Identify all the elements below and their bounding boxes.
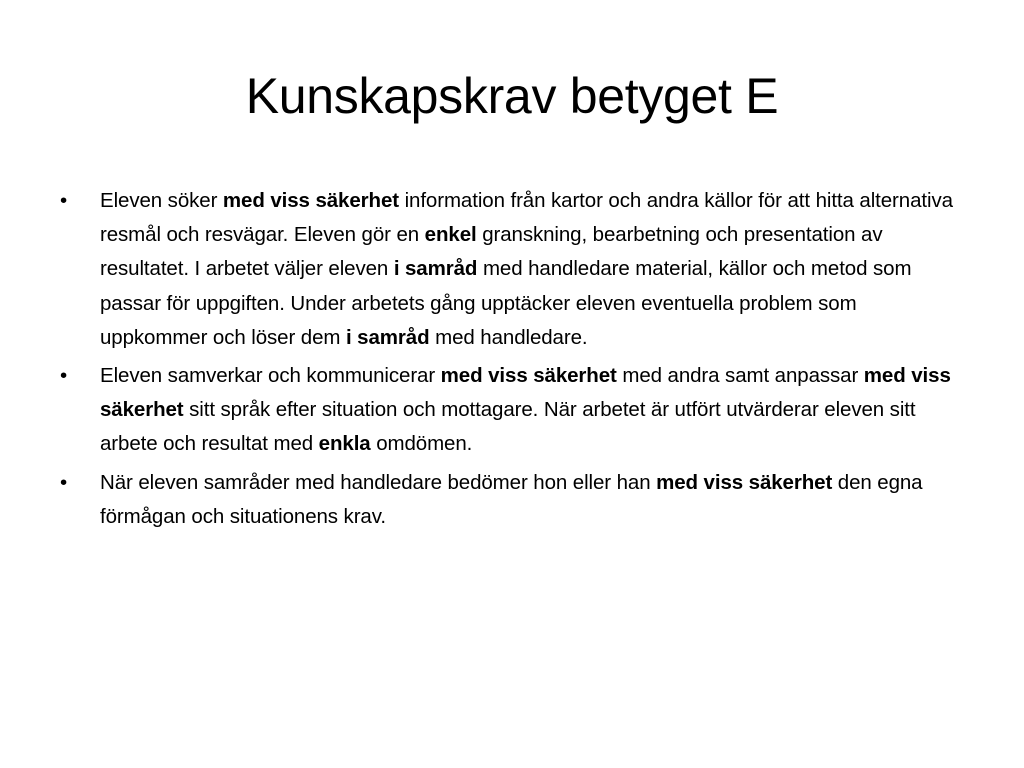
text-segment: med andra samt anpassar	[616, 364, 864, 388]
emphasis-text: i samråd	[393, 257, 478, 281]
text-segment: omdömen.	[370, 432, 473, 456]
text-segment: sitt språk efter situation och mottagare. När arbetet är utfört utvärderar eleven sitt arbete och resultat med	[100, 398, 916, 456]
bullet-list	[60, 184, 960, 538]
bullet-text	[100, 189, 953, 349]
bullet-item	[60, 359, 960, 462]
emphasis-text: enkla	[318, 432, 371, 456]
bullet-item	[60, 466, 960, 534]
emphasis-text: enkel	[424, 223, 477, 247]
emphasis-text: med viss säkerhet	[100, 364, 951, 422]
emphasis-text: med viss säkerhet	[440, 364, 617, 388]
bullet-icon: •	[60, 364, 68, 388]
emphasis-text: i samråd	[345, 325, 430, 349]
bullet-text	[100, 364, 951, 455]
emphasis-text: med viss säkerhet	[222, 189, 399, 212]
text-segment: När eleven samråder med handledare bedömer hon eller han	[100, 470, 657, 494]
text-segment: information från kartor och andra källor för att hitta alternativa resmål och resvägar. Eleven gör en	[100, 189, 953, 247]
text-segment: Eleven söker	[100, 189, 223, 212]
text-segment: den egna förmågan och situationens krav.	[100, 470, 923, 528]
text-segment: med handledare.	[429, 325, 588, 349]
text-segment: granskning, bearbetning och presentation av resultatet. I arbetet väljer eleven	[100, 223, 883, 281]
slide-title: Kunskapskrav betyget E	[245, 68, 779, 124]
text-segment: med handledare material, källor och metod som passar för uppgiften. Under arbetets gång upptäcker eleven eventuella problem som uppkommer och löser dem	[100, 257, 912, 349]
bullet-icon: •	[60, 189, 68, 212]
bullet-item	[60, 184, 960, 355]
text-segment: Eleven samverkar och kommunicerar	[100, 364, 441, 388]
bullet-text	[100, 471, 923, 528]
bullet-icon: •	[60, 470, 68, 494]
emphasis-text: med viss säkerhet	[656, 470, 833, 494]
